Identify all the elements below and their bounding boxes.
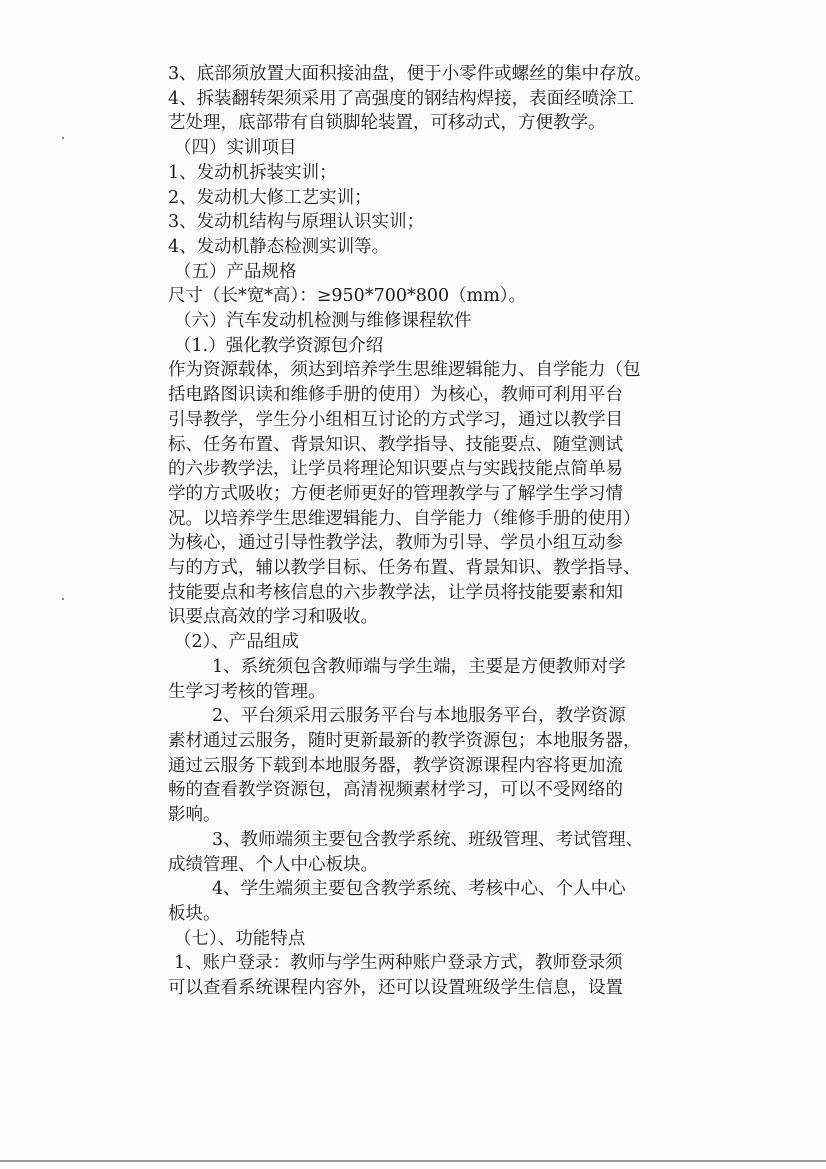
body-line: 3、教师端须主要包含教学系统、班级管理、考试管理、 [212,829,644,850]
body-line: 影响。 [168,805,221,826]
subsection-heading: （2）、产品组成 [174,632,299,653]
body-line: 素材通过云服务，随时更新最新的教学资源包；本地服务器， [168,730,641,751]
list-item: 2、发动机大修工艺实训； [168,187,372,208]
body-line: 况。以培养学生思维逻辑能力、自学能力（维修手册的使用） [168,508,641,529]
document-body [168,62,698,1001]
section-heading: （六）汽车发动机检测与维修课程软件 [174,311,472,332]
body-line: 畅的查看教学资源包，高清视频素材学习，可以不受网络的 [168,780,623,801]
page-bottom-edge [0,1160,826,1162]
body-line: 标、任务布置、背景知识、教学指导、技能要点、随堂测试 [168,434,623,455]
body-line: 4、学生端须主要包含教学系统、考核中心、个人中心 [212,879,626,900]
section-heading: （五）产品规格 [174,261,297,282]
body-line: 的六步教学法，让学员将理论知识要点与实践技能点简单易 [168,459,623,480]
body-line: 成绩管理、个人中心板块。 [168,854,378,875]
body-line: 艺处理，底部带有自锁脚轮装置，可移动式，方便教学。 [168,113,606,134]
body-line: 技能要点和考核信息的六步教学法，让学员将技能要素和知 [168,582,623,603]
body-line: 3、底部须放置大面积接油盘，便于小零件或螺丝的集中存放。 [168,64,652,84]
body-line: 与的方式，辅以教学目标、任务布置、背景知识、教学指导、 [168,558,641,579]
body-line: 识要点高效的学习和吸收。 [168,607,378,628]
body-line: 1、账户登录：教师与学生两种账户登录方式，教师登录须 [174,953,623,974]
body-line: 通过云服务下载到本地服务器，教学资源课程内容将更加流 [168,755,623,776]
list-item: 1、发动机拆装实训； [168,162,337,183]
body-line: 板块。 [168,903,221,924]
body-line: 作为资源载体，须达到培养学生思维逻辑能力、自学能力（包 [168,360,641,381]
section-heading: （七）、功能特点 [174,928,306,949]
body-line: 学的方式吸收；方便老师更好的管理教学与了解学生学习情 [168,483,623,504]
body-line: 4、拆装翻转架须采用了高强度的钢结构焊接，表面经喷涂工 [168,88,635,109]
body-line: 为核心，通过引导性教学法，教师为引导、学员小组互动参 [168,533,623,554]
body-line: 可以查看系统课程内容外，还可以设置班级学生信息，设置 [168,978,623,999]
body-line: 尺寸（长*宽*高）：≥950*700*800（mm）。 [168,286,527,307]
body-line: 生学习考核的管理。 [168,681,326,702]
list-item: 4、发动机静态检测实训等。 [168,236,390,257]
body-line: 2、平台须采用云服务平台与本地服务平台，教学资源 [212,706,626,727]
scan-speck [62,598,64,600]
scan-speck [62,137,64,139]
list-item: 3、发动机结构与原理认识实训； [168,212,425,233]
body-line: 1、系统须包含教师端与学生端，主要是方便教师对学 [212,656,626,677]
body-line: 引导教学，学生分小组相互讨论的方式学习，通过以教学目 [168,409,623,430]
subsection-heading: （1.）强化教学资源包介绍 [174,335,384,356]
section-heading: （四）实训项目 [174,138,297,159]
body-line: 括电路图识读和维修手册的使用）为核心，教师可利用平台 [168,385,623,406]
